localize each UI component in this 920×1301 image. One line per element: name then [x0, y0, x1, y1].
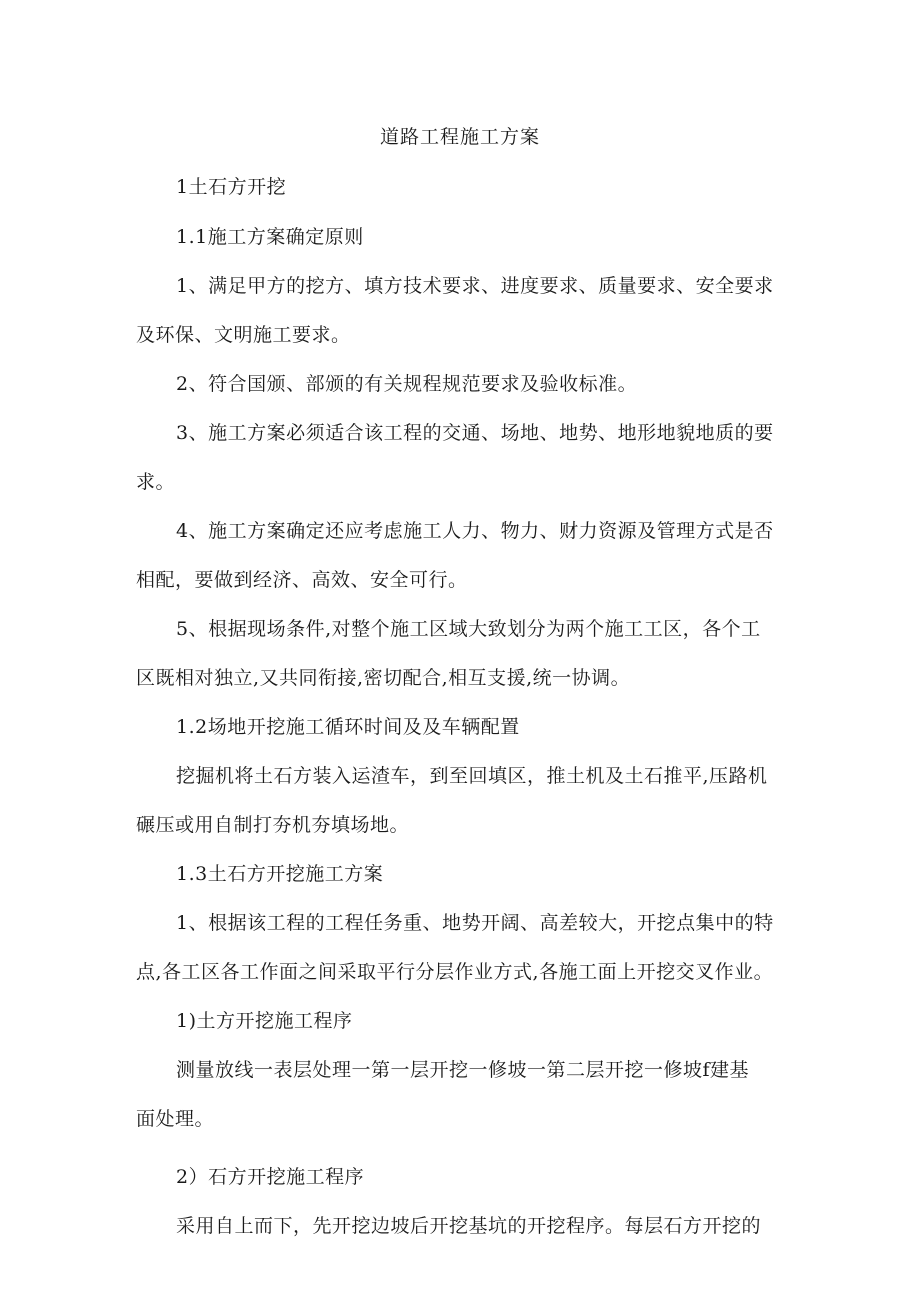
paragraph-line: 2、符合国颁、部颁的有关规程规范要求及验收标准。 — [176, 373, 638, 395]
paragraph-line: 求。 — [136, 471, 176, 493]
paragraph-line: 点,各工区各工作面之间采取平行分层作业方式,各施工面上开挖交叉作业。 — [136, 961, 774, 983]
paragraph-line: 5、根据现场条件,对整个施工区域大致划分为两个施工工区，各个工 — [176, 618, 761, 640]
paragraph-line: 4、施工方案确定还应考虑施工人力、物力、财力资源及管理方式是否 — [176, 520, 774, 542]
subheading-rockwork: 2）石方开挖施工程序 — [176, 1166, 365, 1188]
heading-1-1: 1.1施工方案确定原则 — [176, 226, 364, 248]
heading-1-3: 1.3土石方开挖施工方案 — [176, 863, 384, 885]
heading-1: 1土石方开挖 — [176, 176, 287, 198]
document-title: 道路工程施工方案 — [379, 126, 540, 148]
paragraph-line: 采用自上而下，先开挖边坡后开挖基坑的开挖程序。每层石方开挖的 — [176, 1215, 762, 1237]
paragraph-line: 相配，要做到经济、高效、安全可行。 — [136, 569, 468, 591]
paragraph-line: 1、根据该工程的工程任务重、地势开阔、高差较大，开挖点集中的特 — [176, 912, 774, 934]
paragraph-line: 1、满足甲方的挖方、填方技术要求、进度要求、质量要求、安全要求 — [176, 275, 774, 297]
heading-1-2: 1.2场地开挖施工循环时间及及车辆配置 — [176, 716, 520, 738]
subheading-earthwork: 1)土方开挖施工程序 — [176, 1010, 353, 1032]
paragraph-line: 3、施工方案必须适合该工程的交通、场地、地势、地形地貌地质的要 — [176, 422, 774, 444]
paragraph-line: 挖掘机将土石方装入运渣车，到至回填区，推土机及土石推平,压路机 — [176, 765, 768, 787]
paragraph-line: 区既相对独立,又共同衔接,密切配合,相互支援,统一协调。 — [136, 667, 631, 689]
paragraph-line: 及环保、文明施工要求。 — [136, 324, 351, 346]
paragraph-line: 测量放线一表层处理一第一层开挖一修坡一第二层开挖一修坡f建基 — [176, 1059, 750, 1081]
paragraph-line: 碾压或用自制打夯机夯填场地。 — [136, 814, 410, 836]
paragraph-line: 面处理。 — [136, 1108, 215, 1130]
